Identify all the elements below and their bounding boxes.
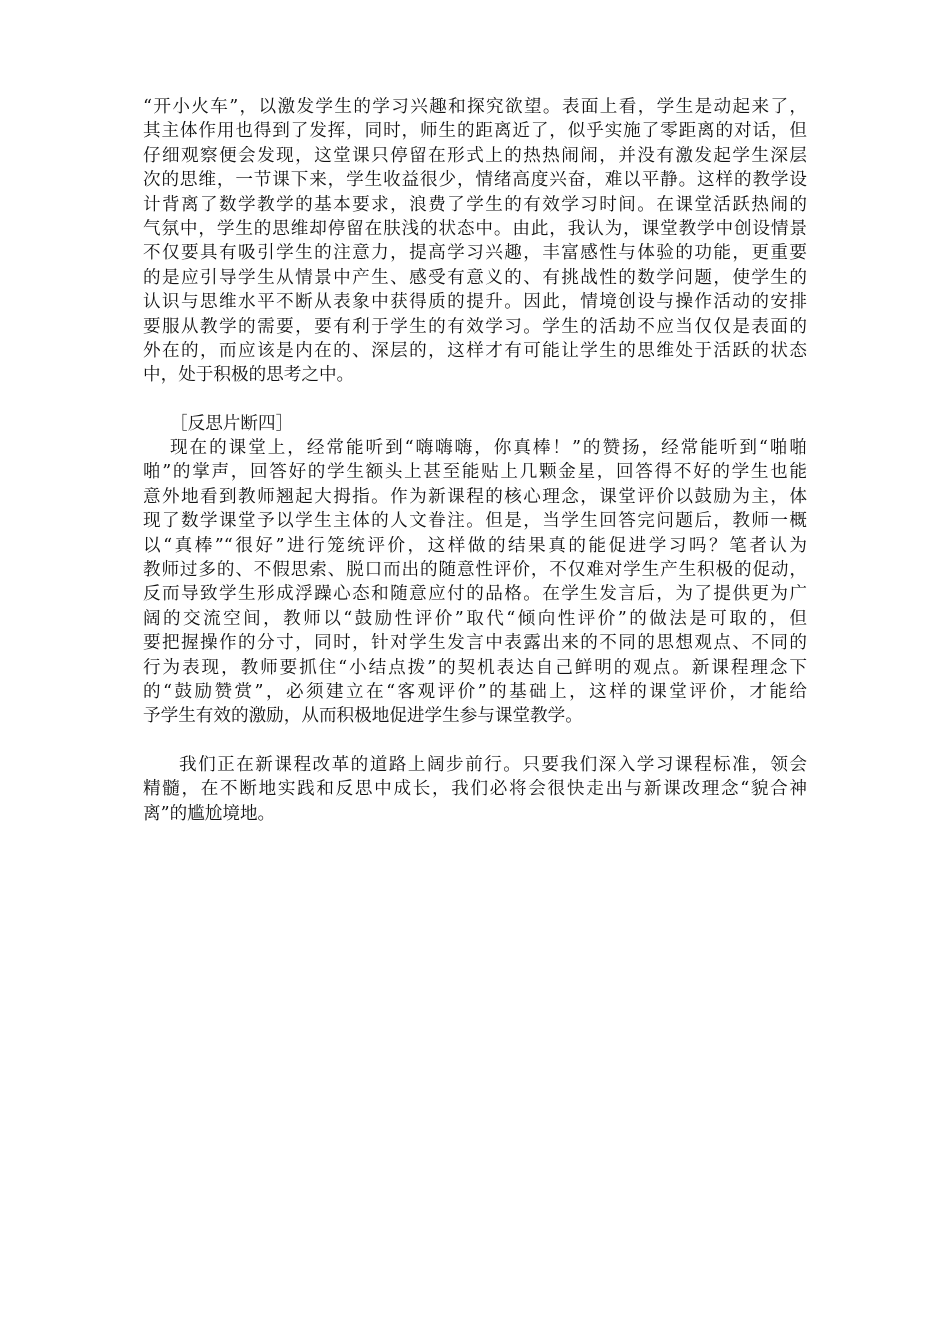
paragraph-1 [143, 95, 807, 388]
text-line: 气氛中，学生的思维却停留在肤浅的状态中。由此，我认为，课堂教学中创设情景 [143, 218, 807, 239]
text-line: 阔的交流空间，教师以“鼓励性评价”取代“倾向性评价”的做法是可取的，但 [143, 608, 807, 629]
text-line: 其主体作用也得到了发挥，同时，师生的距离近了，似乎实施了零距离的对话，但 [143, 121, 807, 142]
text-line: 教师过多的、不假思索、脱口而出的随意性评价，不仅难对学生产生积极的促动， [143, 560, 807, 581]
text-line: 要服从教学的需要，要有利于学生的有效学习。学生的活劫不应当仅仅是表面的 [143, 316, 807, 337]
text-line: 的“鼓励赞赏”，必须建立在“客观评价”的基础上，这样的课堂评价，才能给 [143, 681, 807, 702]
text-line: 予学生有效的激励，从而积极地促进学生参与课堂教学。 [143, 706, 583, 727]
text-line: 外在的，而应该是内在的、深层的，这样才有可能让学生的思维处于活跃的状态 [143, 340, 807, 361]
text-line: “开小火车”，以激发学生的学习兴趣和探究欲望。表面上看，学生是动起来了， [143, 97, 807, 117]
text-line: 次的思维，一节课下来，学生收益很少，情绪高度兴奋，难以平静。这样的教学设 [143, 170, 807, 191]
text-line: 不仅要具有吸引学生的注意力，提高学习兴趣，丰富感性与体验的功能，更重要 [143, 243, 807, 264]
section-heading: ［反思片断四］ [170, 413, 294, 434]
text-line: 计背离了数学教学的基本要求，浪费了学生的有效学习时间。在课堂活跃热闹的 [143, 194, 807, 215]
text-line: 现在的课堂上，经常能听到“嗨嗨嗨，你真棒！”的赞扬，经常能听到“啪啪 [170, 438, 807, 459]
text-line: 现了数学课堂予以学生主体的人文眷注。但是，当学生回答完问题后，教师一概 [143, 511, 807, 532]
text-line: 仔细观察便会发现，这堂课只停留在形式上的热热闹闹，并没有激发起学生深层 [143, 145, 807, 166]
paragraph-2-section [143, 412, 807, 729]
text-line: 我们正在新课程改革的道路上阔步前行。只要我们深入学习课程标准，领会 [179, 754, 807, 775]
text-line: 精髓，在不断地实践和反思中成长，我们必将会很快走出与新课改理念“貌合神 [143, 779, 807, 800]
text-line: 啪”的掌声，回答好的学生额头上甚至能贴上几颗金星，回答得不好的学生也能 [143, 462, 807, 483]
text-line: 反而导致学生形成浮躁心态和随意应付的品格。在学生发言后，为了提供更为广 [143, 584, 807, 605]
text-line: 意外地看到教师翘起大拇指。作为新课程的核心理念，课堂评价以鼓励为主，体 [143, 486, 807, 507]
text-line: 以“真棒”“很好”进行笼统评价，这样做的结果真的能促进学习吗？笔者认为 [143, 535, 807, 556]
text-line: 行为表现，教师要抓住“小结点拨”的契机表达自己鲜明的观点。新课程理念下 [143, 657, 807, 678]
document-body [143, 95, 807, 826]
paragraph-3 [143, 753, 807, 826]
text-line: 离”的尴尬境地。 [143, 803, 276, 824]
text-line: 认识与思维水平不断从表象中获得质的提升。因此，情境创设与操作活动的安排 [143, 292, 807, 313]
text-line: 要把握操作的分寸，同时，针对学生发言中表露出来的不同的思想观点、不同的 [143, 633, 807, 654]
text-line: 的是应引导学生从情景中产生、感受有意义的、有挑战性的数学问题，使学生的 [143, 267, 807, 288]
text-line: 中，处于积极的思考之中。 [143, 365, 355, 386]
